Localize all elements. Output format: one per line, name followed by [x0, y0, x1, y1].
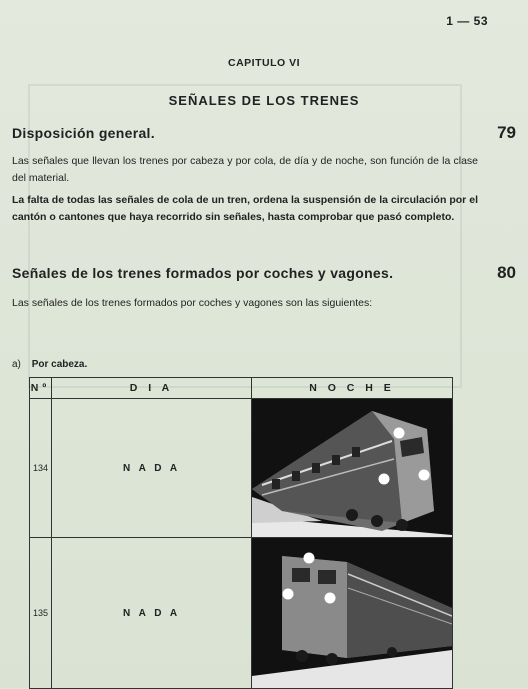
section-heading-senales-trenes: Señales de los trenes formados por coches y vagones. [12, 265, 394, 281]
section-heading-disposicion: Disposición general. [12, 125, 155, 141]
column-header-number: Nº [30, 378, 52, 399]
signals-table [29, 377, 453, 689]
table-header-row [30, 378, 453, 399]
table-row [30, 399, 453, 538]
subsection-label: Por cabeza. [31, 359, 88, 370]
column-header-dia: D I A [52, 378, 252, 399]
paragraph-missing-signals: La falta de todas las señales de cola de un tren, ordena la suspensión de la circulación por el cantón o cantones que haya recorrido sin señales, hasta comprobar que pasó completo. [12, 194, 478, 223]
article-number-80: 80 [497, 263, 516, 282]
column-header-noche: N O C H E [252, 378, 453, 399]
paragraph-signals-list-intro: Las señales de los trenes formados por coches y vagones son las siguientes: [12, 297, 373, 309]
locomotive-night-two-lights-image [252, 538, 453, 689]
day-signal-cell: N A D A [52, 399, 252, 538]
locomotive-night-three-lights-image [252, 399, 453, 538]
chapter-label: CAPITULO VI [227, 57, 300, 69]
subsection-marker: a) [12, 359, 21, 370]
table-row [30, 538, 453, 689]
paragraph-intro: Las señales que llevan los trenes por cabeza y por cola, de día y de noche, son función de la clase del material. [12, 155, 478, 184]
row-number: 134 [30, 399, 52, 538]
row-number: 135 [30, 538, 52, 689]
page-title: SEÑALES DE LOS TRENES [168, 93, 360, 108]
subsection-heading [12, 359, 87, 370]
article-number-79: 79 [497, 123, 516, 142]
day-signal-cell: N A D A [52, 538, 252, 689]
page-number: 1 — 53 [446, 14, 488, 28]
